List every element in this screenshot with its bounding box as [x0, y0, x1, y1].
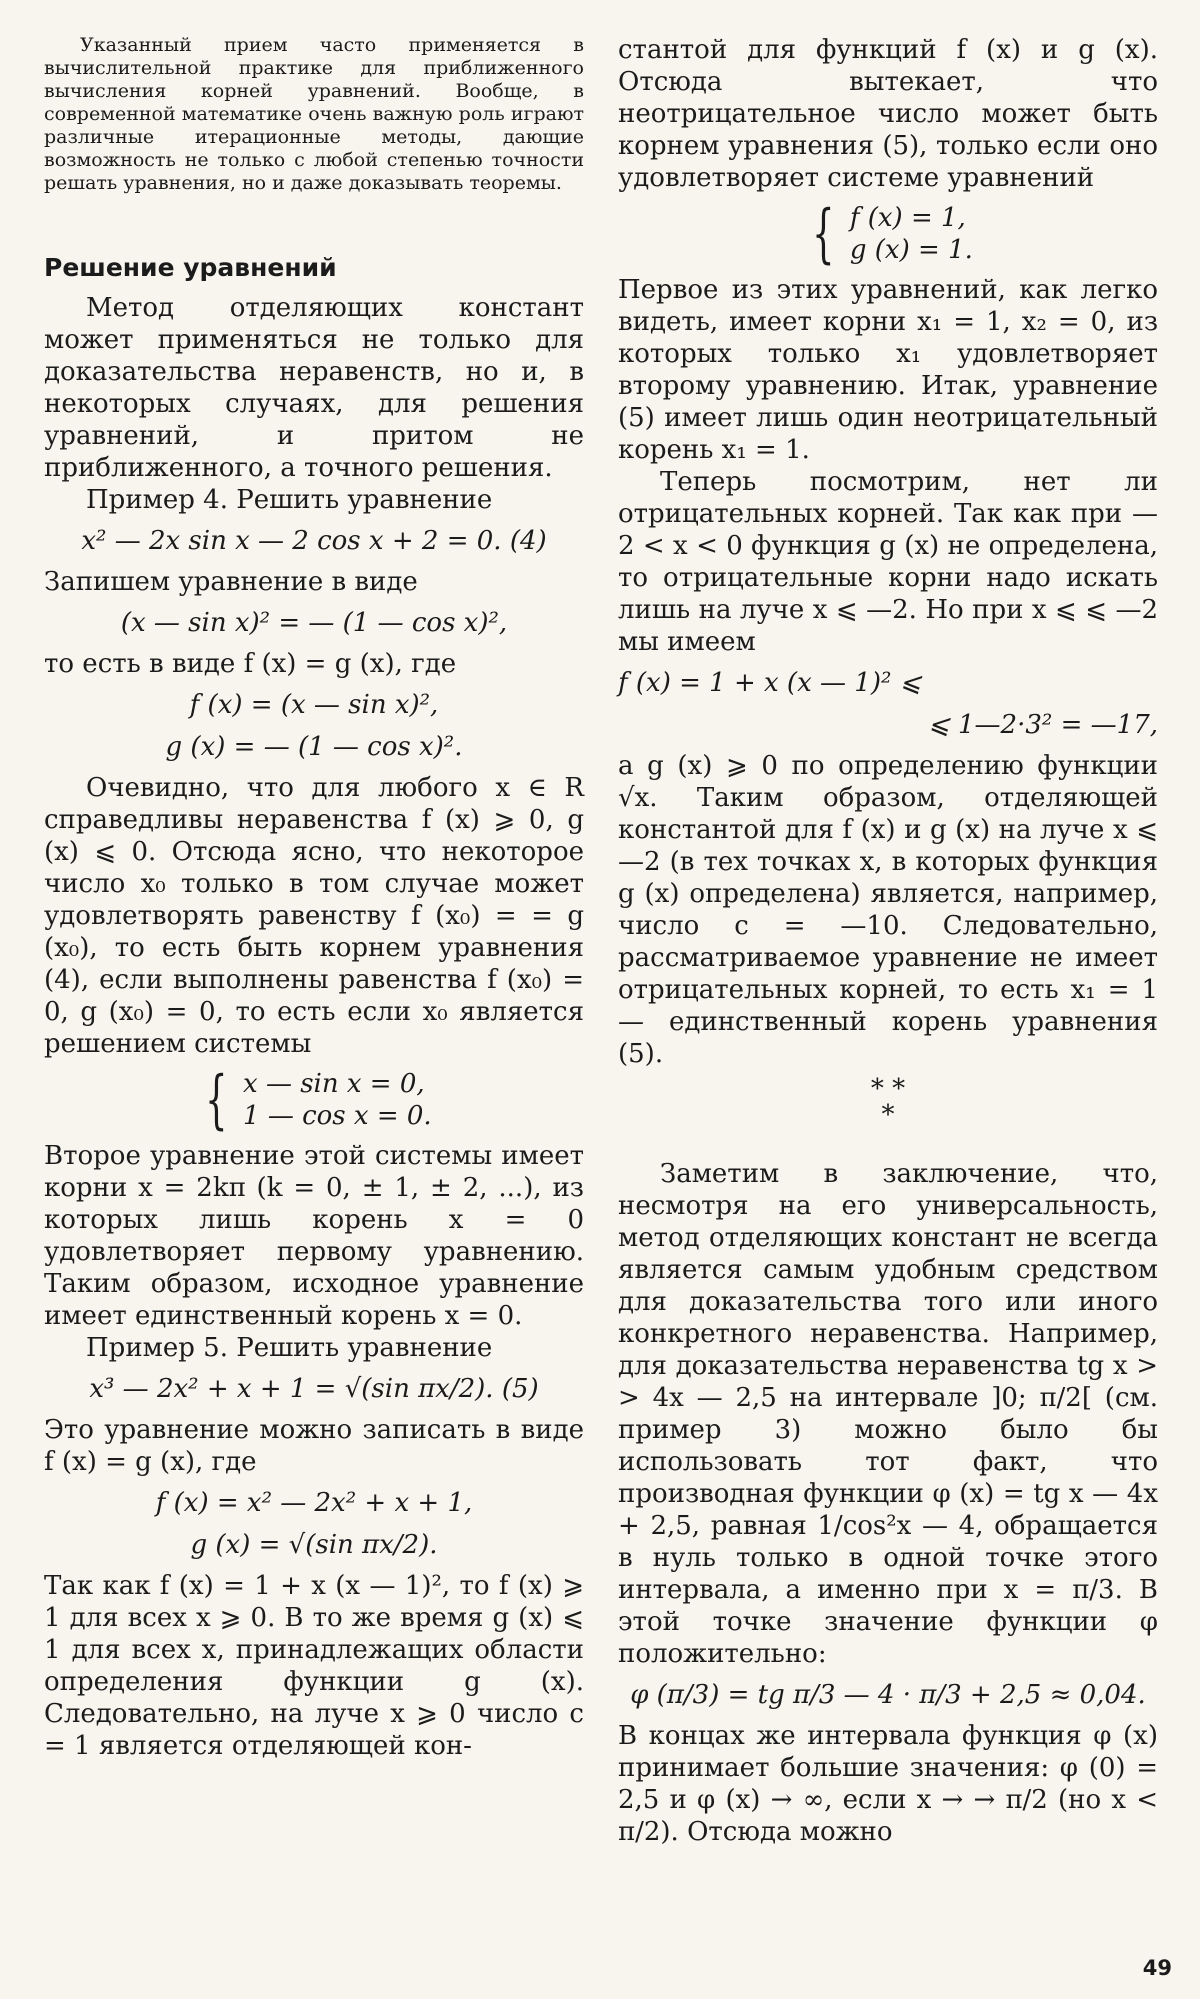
brace-icon: { [205, 1063, 228, 1137]
equation-f3-continued: ⩽ 1—2·3² = —17, [927, 710, 1158, 740]
example-4-title: Пример 4. Решить уравнение [86, 485, 493, 515]
equation: (x — sin x)² = — (1 — cos x)², [120, 608, 508, 638]
paragraph: Это уравнение можно записать в виде f (x) = g (x), где [44, 1415, 584, 1477]
paragraph: Запишем уравнение в виде [44, 567, 418, 597]
paragraph: Метод отделяющих констант может применяться не только для доказательства неравенств, но и, в некоторых случаях, для решения уравнений, и притом не приближенного, а точного решения. [44, 293, 584, 483]
stars-bottom: * [881, 1100, 895, 1130]
paragraph: Так как f (x) = 1 + x (x — 1)², то f (x) ⩾ 1 для всех x ⩾ 0. В то же время g (x) ⩽ 1 для всех x, принадлежащих области определения функции g (x). Следовательно, на луче x ⩾ 0 число c = 1 является отделяющей кон- [44, 1571, 584, 1761]
paragraph: Очевидно, что для любого x ∈ R справедливы неравенства f (x) ⩾ 0, g (x) ⩽ 0. Отсюда ясно, что некоторое число x₀ только в том случае может удовлетворять равенству f (x₀) = = g (x₀), то есть быть корнем уравнения (4), если выполнены равенства f (x₀) = 0, g (x₀) = 0, то есть если x₀ является решением системы [44, 773, 584, 1059]
brace-icon: { [812, 197, 835, 271]
equation-f: f (x) = (x — sin x)², [189, 690, 439, 720]
stars-top: * * [870, 1074, 906, 1104]
left-column [44, 34, 584, 1762]
paragraph: Второе уравнение этой системы имеет корни x = 2kπ (k = 0, ± 1, ± 2, ...), из которых лишь корень x = 0 удовлетворяет первому уравнению. Таким образом, исходное уравнение имеет единственный корень x = 0. [44, 1141, 584, 1331]
system-line: f (x) = 1, [849, 203, 966, 233]
example-5-title: Пример 5. Решить уравнение [86, 1333, 493, 1363]
right-column [618, 34, 1158, 1848]
equation-system-1 [44, 1063, 584, 1137]
equation-f2: f (x) = x² — 2x² + x + 1, [155, 1488, 473, 1518]
paragraph: Теперь посмотрим, нет ли отрицательных корней. Так как при —2 < x < 0 функция g (x) не определена, то отрицательные корни надо искать лишь на луче x ⩽ —2. Но при x ⩽ ⩽ —2 мы имеем [618, 467, 1158, 657]
page-number: 49 [1142, 1956, 1172, 1980]
equation-g2: g (x) = √(sin πx/2). [190, 1530, 438, 1560]
paragraph: Заметим в заключение, что, несмотря на его универсальность, метод отделяющих констант не всегда является самым удобным средством для доказательства того или иного конкретного неравенства. Например, для доказательства неравенства tg x > > 4x — 2,5 на интервале ]0; π/2[ (см. пример 3) можно было бы использовать тот факт, что производная функции φ (x) = tg x — 4x + 2,5, равная 1/cos²x — 4, обращается в нуль только в одной точке этого интервала, а именно при x = π/3. В этой точке значение функции φ положительно: [618, 1159, 1158, 1669]
equation-5: x³ — 2x² + x + 1 = √(sin πx/2). (5) [89, 1374, 539, 1404]
equation-f3: f (x) = 1 + x (x — 1)² ⩽ [618, 668, 922, 698]
system-line: g (x) = 1. [849, 235, 973, 265]
equation-4: x² — 2x sin x — 2 cos x + 2 = 0. (4) [81, 526, 547, 556]
intro-paragraph: Указанный прием часто применяется в вычислительной практике для приближенного вычисления корней уравнений. Вообще, в современной математике очень важную роль играют различные итерационные методы, дающие возможность не только с любой степенью точности решать уравнения, но и даже доказывать теоремы. [44, 34, 584, 194]
equation-system-2 [618, 197, 1158, 271]
paragraph: стантой для функций f (x) и g (x). Отсюда вытекает, что неотрицательное число может быть корнем уравнения (5), только если оно удовлетворяет системе уравнений [618, 35, 1158, 193]
paragraph: а g (x) ⩾ 0 по определению функции √x. Таким образом, отделяющей константой для f (x) и g (x) на луче x ⩽ —2 (в тех точках x, в которых функция g (x) определена) является, например, число c = —10. Следовательно, рассматриваемое уравнение не имеет отрицательных корней, то есть x₁ = 1 — единственный корень уравнения (5). [618, 751, 1158, 1069]
section-separator [618, 1076, 1158, 1128]
equation-g: g (x) = — (1 — cos x)². [165, 732, 463, 762]
paragraph: то есть в виде f (x) = g (x), где [44, 649, 457, 679]
paragraph: Первое из этих уравнений, как легко видеть, имеет корни x₁ = 1, x₂ = 0, из которых только x₁ удовлетворяет второму уравнению. Итак, уравнение (5) имеет лишь один неотрицательный корень x₁ = 1. [618, 275, 1158, 465]
paragraph: В концах же интервала функция φ (x) принимает большие значения: φ (0) = 2,5 и φ (x) → ∞, если x → → π/2 (но x < π/2). Отсюда можно [618, 1721, 1158, 1847]
system-line: x — sin x = 0, [243, 1069, 425, 1099]
equation-phi: φ (π/3) = tg π/3 — 4 · π/3 + 2,5 ≈ 0,04. [630, 1680, 1146, 1710]
system-line: 1 — cos x = 0. [243, 1101, 432, 1131]
section-heading: Решение уравнений [44, 253, 337, 282]
